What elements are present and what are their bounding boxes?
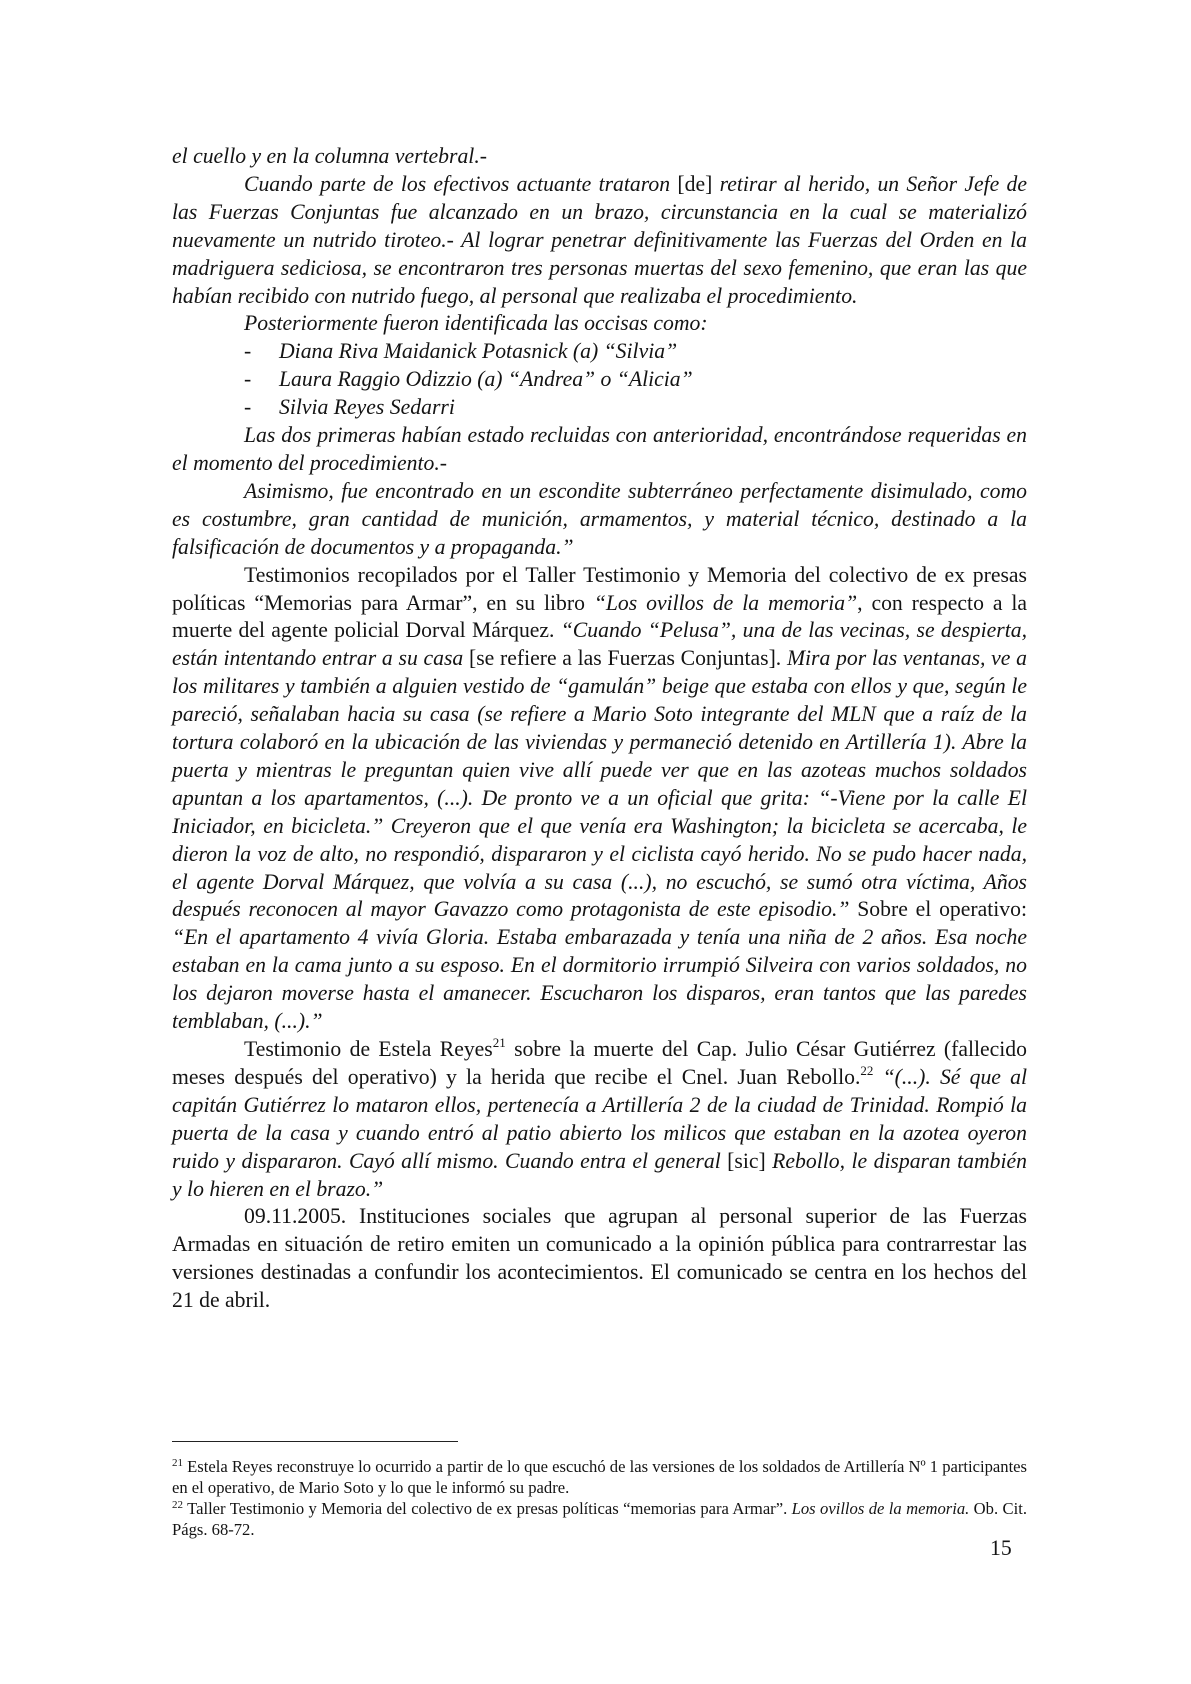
footnote-separator <box>172 1441 458 1442</box>
list-item: - Laura Raggio Odizzio (a) “Andrea” o “Alicia” <box>244 367 693 392</box>
paragraph: Testimonios recopilados por el Taller Testimonio y Memoria del colectivo de ex presas políticas “Memorias para Armar”, en su libro “Los ovillos de la memoria”, con respecto a la muerte del agente policial Dorval Márquez. “Cuando “Pelusa”, una de las vecinas, se despierta, están intentando entrar a su casa [se refiere a las Fuerzas Conjuntas]. Mira por las ventanas, ve a los militares y también a alguien vestido de “gamulán” beige que estaba con ellos y que, según le pareció, señalaban hacia su casa (se refiere a Mario Soto integrante del MLN que a raíz de la tortura colaboró en la ubicación de las viviendas y permaneció detenido en Artillería 1). Abre la puerta y mientras le preguntan quien vive allí puede ver que en las azoteas muchos soldados apuntan a los apartamentos, (...). De pronto ve a un oficial que grita: “-Viene por la calle El Iniciador, en bicicleta.” Creyeron que el que venía era Washington; la bicicleta se acercaba, le dieron la voz de alto, no respondió, dispararon y el ciclista cayó herido. No se pudo hacer nada, el agente Dorval Márquez, que volvía a su casa (...), no escuchó, se sumó otra víctima, Años después reconocen al mayor Gavazzo como protagonista de este episodio.” Sobre el operativo: “En el apartamento 4 vivía Gloria. Estaba embarazada y tenía una niña de 2 años. Esa noche estaban en la cama junto a su esposo. En el dormitorio irrumpió Silveira con varios soldados, no los dejaron moverse hasta el amanecer. Escucharon los disparos, eran tantos que las paredes temblaban, (...).” <box>172 562 1027 1034</box>
footnote-ref: 22 <box>860 1062 874 1078</box>
page-number: 15 <box>990 1536 1012 1560</box>
footnote-ref: 21 <box>492 1035 506 1050</box>
list-item: - Silvia Reyes Sedarri <box>244 395 455 420</box>
paragraph: Las dos primeras habían estado recluidas con anterioridad, encontrándose requeridas en el momento del procedimiento.- <box>172 423 1027 475</box>
paragraph: 09.11.2005. Instituciones sociales que agrupan al personal superior de las Fuerzas Armadas en situación de retiro emiten un comunicado a la opinión pública para contrarrestar las versiones destinadas a confundir los acontecimientos. El comunicado se centra en los hechos del 21 de abril. <box>172 1204 1027 1313</box>
footnote: $^{21}$ Estela Reyes reconstruye lo ocurrido a partir de lo que escuchó de las versiones de los soldados de Artillería Nº 1 participantes en el operativo, de Mario Soto y lo que le informó su padre. <box>172 1457 1027 1497</box>
paragraph: Cuando parte de los efectivos actuante trataron [de] retirar al herido, un Señor Jefe de las Fuerzas Conjuntas fue alcanzado en un brazo, circunstancia en la cual se materializó nuevamente un nutrido tiroteo.- Al lograr penetrar definitivamente las Fuerzas del Orden en la madriguera sediciosa, se encontraron tres personas muertas del sexo femenino, que eran las que habían recibido con nutrido fuego, al personal que realizaba el procedimiento. <box>172 171 1027 308</box>
list-item: - Diana Riva Maidanick Potasnick (a) “Silvia” <box>244 339 678 364</box>
document-body <box>172 143 1027 1315</box>
footnotes <box>172 1456 1027 1540</box>
paragraph: Testimonio de Estela Reyes$^{21}$ sobre la muerte del Cap. Julio César Gutiérrez (fallecido meses después del operativo) y la herida que recibe el Cnel. Juan Rebollo.$^{22}$ “(...). Sé que al capitán Gutiérrez lo mataron ellos, pertenecía a Artillería 2 de la ciudad de Trinidad. Rompió la puerta de la casa y cuando entró al patio abierto los milicos que estaban en la azotea oyeron ruido y dispararon. Cayó allí mismo. Cuando entra el general [sic] Rebollo, le disparan también y lo hieren en el brazo.” <box>172 1035 1027 1201</box>
paragraph: Posteriormente fueron identificada las occisas como: <box>244 311 708 336</box>
footnote: $^{22}$ Taller Testimonio y Memoria del colectivo de ex presas políticas “memorias para Armar”. Los ovillos de la memoria. Ob. Cit. Págs. 68-72. <box>172 1499 1027 1539</box>
paragraph: el cuello y en la columna vertebral.- <box>172 144 487 168</box>
paragraph: Asimismo, fue encontrado en un escondite subterráneo perfectamente disimulado, como es costumbre, gran cantidad de munición, armamentos, y material técnico, destinado a la falsificación de documentos y a propaganda.” <box>172 478 1027 559</box>
